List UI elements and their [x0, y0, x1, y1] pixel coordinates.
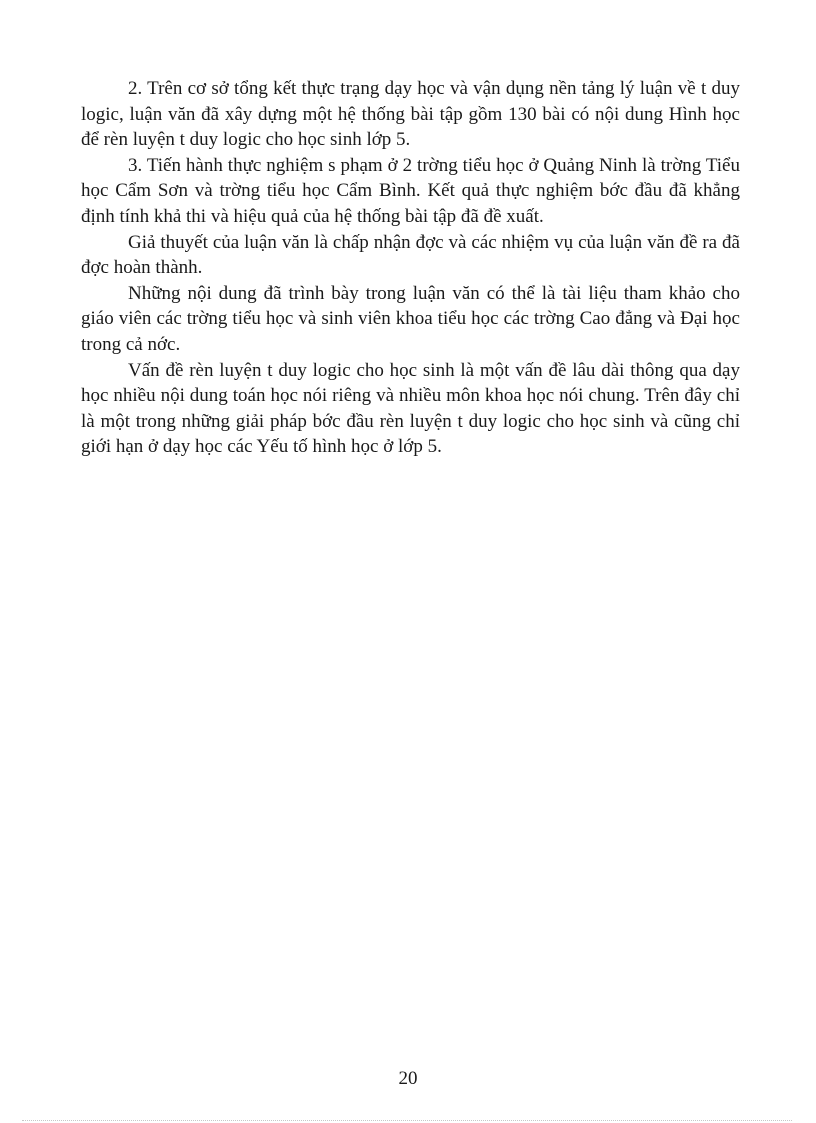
paragraph-item-3: 3. Tiến hành thực nghiệm s phạm ở 2 trờng tiểu học ở Quảng Ninh là trờng Tiểu học Cẩm Sơn và trờng tiểu học Cẩm Bình. Kết quả thực nghiệm bớc đầu đã khẳng định tính khả thi và hiệu quả của hệ thống bài tập đã đề xuất.: [81, 154, 740, 227]
page-bottom-divider: [22, 1120, 792, 1121]
page-number: 20: [398, 1068, 418, 1089]
paragraph-item-2: 2. Trên cơ sở tổng kết thực trạng dạy học và vận dụng nền tảng lý luận về t duy logic, luận văn đã xây dựng một hệ thống bài tập gồm 130 bài có nội dung Hình học để rèn luyện t duy logic cho học sinh lớp 5.: [81, 78, 740, 151]
paragraph-hypothesis: Giả thuyết của luận văn là chấp nhận đợc và các nhiệm vụ của luận văn đề ra đã đợc hoàn thành.: [81, 231, 740, 279]
paragraph-conclusion: Vấn đề rèn luyện t duy logic cho học sinh là một vấn đề lâu dài thông qua dạy học nhiều nội dung toán học nói riêng và nhiều môn khoa học nói chung. Trên đây chỉ là một trong những giải pháp bớc đầu rèn luyện t duy logic cho học sinh và cũng chỉ giới hạn ở dạy học các Yếu tố hình học ở lớp 5.: [81, 359, 740, 458]
paragraph-reference-use: Những nội dung đã trình bày trong luận văn có thể là tài liệu tham khảo cho giáo viên các trờng tiểu học và sinh viên khoa tiểu học các trờng Cao đẳng và Đại học trong cả nớc.: [81, 282, 740, 355]
body-text: [81, 76, 740, 460]
